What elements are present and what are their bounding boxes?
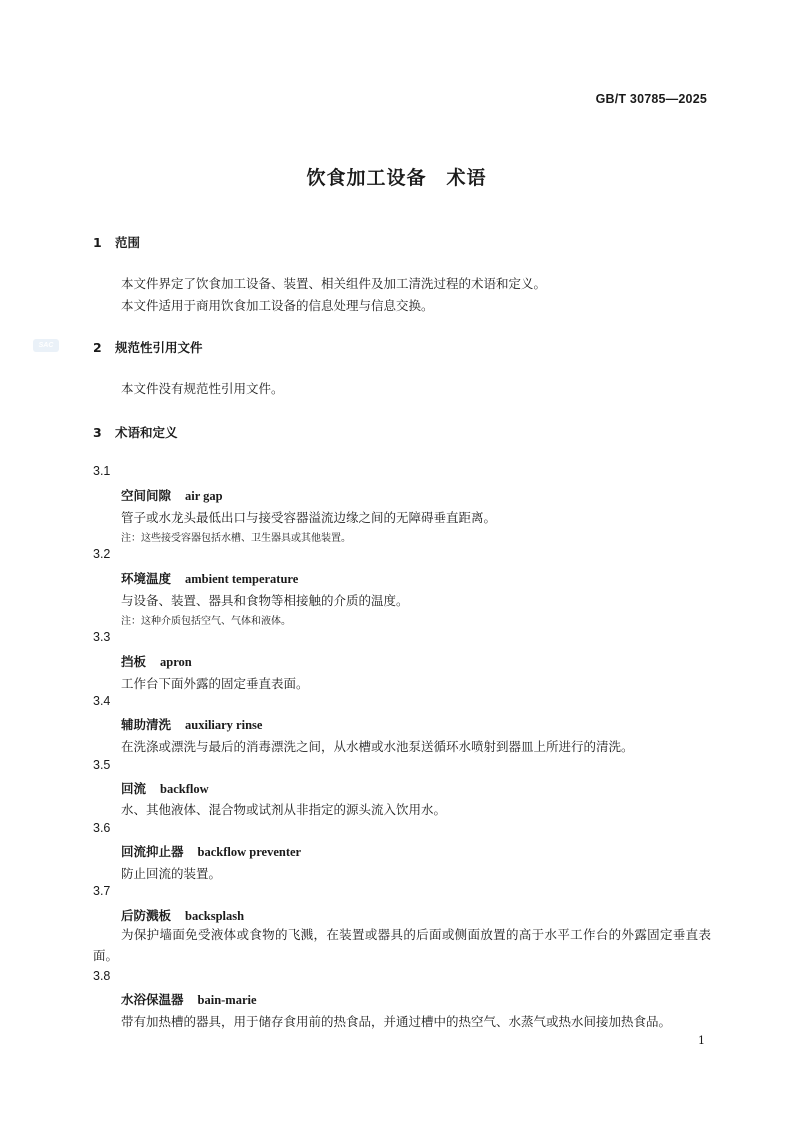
section-number: 1 xyxy=(93,235,102,250)
term-zh: 水浴保温器 xyxy=(121,992,184,1007)
term-entry xyxy=(121,906,244,924)
term-en: backsplash xyxy=(185,909,245,923)
term-note: 注：这种介质包括空气、气体和液体。 xyxy=(121,616,291,627)
term-zh: 辅助清洗 xyxy=(121,717,172,732)
term-definition: 带有加热槽的器具，用于储存食用前的热食品，并通过槽中的热空气、水蒸气或热水间接加热食品。 xyxy=(121,1014,672,1029)
document-title: 饮食加工设备 术语 xyxy=(306,167,487,189)
section-title: 术语和定义 xyxy=(115,425,178,440)
term-number: 3.4 xyxy=(93,694,111,708)
scope-paragraph-1: 本文件界定了饮食加工设备、装置、相关组件及加工清洗过程的术语和定义。 xyxy=(121,276,547,291)
term-en: apron xyxy=(160,655,192,669)
term-zh: 回流抑止器 xyxy=(121,844,184,859)
term-number: 3.8 xyxy=(93,969,111,983)
term-zh: 挡板 xyxy=(121,654,147,669)
page-number: 1 xyxy=(698,1034,705,1047)
section-number: 3 xyxy=(93,425,102,440)
term-entry xyxy=(121,652,192,670)
term-entry xyxy=(121,779,209,797)
section-heading-scope xyxy=(93,233,140,251)
term-number: 3.6 xyxy=(93,821,111,835)
term-en: air gap xyxy=(185,489,223,503)
term-entry xyxy=(121,990,257,1008)
term-zh: 空间间隙 xyxy=(121,488,172,503)
term-note: 注：这些接受容器包括水槽、卫生器具或其他装置。 xyxy=(121,533,351,544)
term-definition: 与设备、装置、器具和食物等相接触的介质的温度。 xyxy=(121,593,409,608)
sac-watermark: SAC xyxy=(33,339,59,352)
term-en: backflow xyxy=(160,782,209,796)
section-number: 2 xyxy=(93,340,102,355)
standard-number: GB/T 30785—2025 xyxy=(595,92,707,106)
term-entry xyxy=(121,486,223,504)
term-zh: 后防溅板 xyxy=(121,908,172,923)
scope-paragraph-2: 本文件适用于商用饮食加工设备的信息处理与信息交换。 xyxy=(121,298,434,313)
term-definition: 为保护墙面免受液体或食物的飞溅，在装置或器具的后面或侧面放置的高于水平工作台的外露固定垂直表面。 xyxy=(93,927,711,963)
term-number: 3.7 xyxy=(93,884,111,898)
section-title: 规范性引用文件 xyxy=(115,340,203,355)
term-en: ambient temperature xyxy=(185,572,299,586)
section-heading-terms-definitions xyxy=(93,423,178,441)
term-en: bain-marie xyxy=(197,993,257,1007)
section-title: 范围 xyxy=(115,235,141,250)
term-zh: 环境温度 xyxy=(121,571,172,586)
term-number: 3.5 xyxy=(93,758,111,772)
term-en: backflow preventer xyxy=(197,845,302,859)
term-definition: 管子或水龙头最低出口与接受容器溢流边缘之间的无障碍垂直距离。 xyxy=(121,510,497,525)
normative-references-paragraph: 本文件没有规范性引用文件。 xyxy=(121,381,284,396)
term-definition: 防止回流的装置。 xyxy=(121,866,222,881)
term-number: 3.3 xyxy=(93,630,111,644)
term-number: 3.1 xyxy=(93,464,111,478)
section-heading-normative-references xyxy=(93,338,203,356)
term-entry xyxy=(121,842,301,860)
term-definition: 工作台下面外露的固定垂直表面。 xyxy=(121,676,309,691)
term-entry xyxy=(121,569,298,587)
term-en: auxiliary rinse xyxy=(185,718,263,732)
term-entry xyxy=(121,715,262,733)
term-zh: 回流 xyxy=(121,781,147,796)
term-number: 3.2 xyxy=(93,547,111,561)
term-definition: 水、其他液体、混合物或试剂从非指定的源头流入饮用水。 xyxy=(121,802,447,817)
term-definition: 在洗涤或漂洗与最后的消毒漂洗之间，从水槽或水池泵送循环水喷射到器皿上所进行的清洗。 xyxy=(121,739,634,754)
